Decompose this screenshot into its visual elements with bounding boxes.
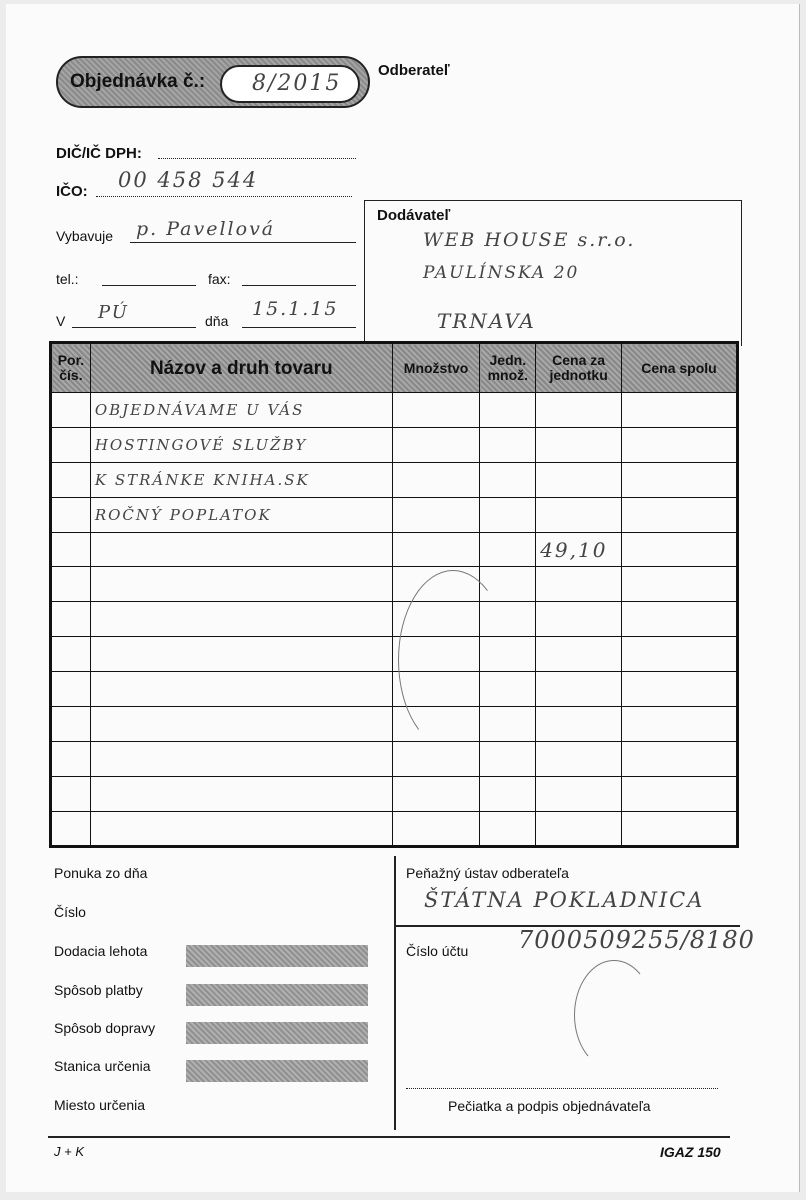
table-cell xyxy=(622,393,738,428)
table-cell xyxy=(536,811,622,846)
table-cell xyxy=(392,811,480,846)
account-label: Číslo účtu xyxy=(406,943,469,959)
table-cell xyxy=(51,811,91,846)
ico-label: IČO: xyxy=(56,183,88,200)
table-cell xyxy=(536,602,622,637)
payment-method-label: Spôsob platby xyxy=(54,982,143,998)
table-cell: K STRÁNKE KNIHA.SK xyxy=(90,462,392,497)
ico-field xyxy=(96,196,352,197)
destination-station-field xyxy=(186,1060,368,1082)
account-value: 7000509255/8180 xyxy=(518,926,755,954)
table-row xyxy=(51,462,738,497)
table-cell xyxy=(90,637,392,672)
table-row xyxy=(51,602,738,637)
footer-divider xyxy=(394,856,396,1130)
column-header: Por. čís. xyxy=(51,343,91,393)
fax-label: fax: xyxy=(208,271,231,287)
handled-by-label: Vybavuje xyxy=(56,228,114,244)
table-row xyxy=(51,776,738,811)
dic-label: DIČ/IČ DPH: xyxy=(56,145,142,162)
tel-field xyxy=(102,285,196,286)
table-cell: 49,10 xyxy=(536,532,622,567)
column-header: Cena za jednotku xyxy=(536,343,622,393)
table-cell xyxy=(392,393,480,428)
buyer-label: Odberateľ xyxy=(378,62,450,79)
table-cell xyxy=(622,811,738,846)
date-label: dňa xyxy=(205,313,229,329)
supplier-label: Dodávateľ xyxy=(377,207,451,224)
stamp-label: Pečiatka a podpis objednávateľa xyxy=(448,1098,651,1114)
table-cell xyxy=(536,672,622,707)
table-cell xyxy=(480,462,536,497)
table-cell xyxy=(51,532,91,567)
table-cell xyxy=(480,532,536,567)
supplier-street: PAULÍNSKA 20 xyxy=(423,263,580,283)
table-row xyxy=(51,393,738,428)
table-cell xyxy=(622,637,738,672)
table-row xyxy=(51,567,738,602)
table-cell xyxy=(392,776,480,811)
table-cell xyxy=(51,707,91,742)
table-cell xyxy=(90,707,392,742)
table-cell xyxy=(536,637,622,672)
delivery-term-label: Dodacia lehota xyxy=(54,943,148,959)
handled-by-field xyxy=(130,242,356,243)
supplier-box xyxy=(364,200,742,346)
order-number-box xyxy=(220,65,360,103)
table-cell xyxy=(622,672,738,707)
table-cell xyxy=(536,741,622,776)
table-cell xyxy=(90,567,392,602)
table-cell xyxy=(392,427,480,462)
pencil-mark xyxy=(398,570,508,750)
form-code-left: J + K xyxy=(54,1144,84,1159)
offer-date-label: Ponuka zo dňa xyxy=(54,865,148,881)
table-row xyxy=(51,707,738,742)
table-cell xyxy=(622,602,738,637)
tel-label: tel.: xyxy=(56,271,79,287)
table-cell xyxy=(480,741,536,776)
table-cell xyxy=(622,462,738,497)
table-header-row xyxy=(51,343,738,393)
supplier-city: TRNAVA xyxy=(437,309,536,333)
table-cell xyxy=(622,741,738,776)
table-cell xyxy=(536,497,622,532)
fax-field xyxy=(242,285,356,286)
table-cell xyxy=(51,462,91,497)
transport-method-field xyxy=(186,1022,368,1044)
table-cell xyxy=(392,532,480,567)
table-cell xyxy=(90,672,392,707)
table-cell xyxy=(51,393,91,428)
bank-label: Peňažný ústav odberateľa xyxy=(406,865,569,881)
table-cell xyxy=(51,567,91,602)
table-row xyxy=(51,532,738,567)
table-cell xyxy=(90,811,392,846)
table-cell xyxy=(622,567,738,602)
table-cell xyxy=(392,497,480,532)
table-cell xyxy=(51,497,91,532)
items-table xyxy=(49,341,739,848)
table-row xyxy=(51,672,738,707)
table-cell xyxy=(51,741,91,776)
destination-station-label: Stanica určenia xyxy=(54,1058,151,1074)
table-cell xyxy=(90,776,392,811)
table-cell xyxy=(51,637,91,672)
table-cell xyxy=(480,776,536,811)
table-cell xyxy=(622,427,738,462)
table-cell xyxy=(622,707,738,742)
column-header: Množstvo xyxy=(392,343,480,393)
signature-mark xyxy=(574,960,654,1070)
payment-method-field xyxy=(186,984,368,1006)
order-number-banner xyxy=(56,56,370,108)
table-cell xyxy=(622,776,738,811)
table-cell xyxy=(536,462,622,497)
table-cell xyxy=(480,497,536,532)
table-cell xyxy=(536,567,622,602)
table-cell xyxy=(51,602,91,637)
date-value: 15.1.15 xyxy=(252,298,339,320)
form-code-right: IGAZ 150 xyxy=(660,1144,721,1160)
offer-number-label: Číslo xyxy=(54,904,86,920)
transport-method-label: Spôsob dopravy xyxy=(54,1020,156,1036)
order-label: Objednávka č.: xyxy=(70,71,206,92)
table-cell xyxy=(51,672,91,707)
table-row xyxy=(51,637,738,672)
dic-field xyxy=(158,158,356,159)
table-cell: OBJEDNÁVAME U VÁS xyxy=(90,393,392,428)
destination-place-label: Miesto určenia xyxy=(54,1097,146,1113)
table-cell xyxy=(536,427,622,462)
table-row xyxy=(51,427,738,462)
table-cell: ROČNÝ POPLATOK xyxy=(90,497,392,532)
date-field xyxy=(242,327,356,328)
table-row xyxy=(51,497,738,532)
table-cell xyxy=(480,427,536,462)
place-label: V xyxy=(56,313,66,329)
table-cell xyxy=(536,776,622,811)
delivery-term-field xyxy=(186,945,368,967)
stamp-line xyxy=(406,1088,718,1089)
column-header: Cena spolu xyxy=(622,343,738,393)
table-cell xyxy=(622,532,738,567)
table-cell xyxy=(536,393,622,428)
table-cell xyxy=(622,497,738,532)
table-cell xyxy=(90,532,392,567)
table-cell: HOSTINGOVÉ SLUŽBY xyxy=(90,427,392,462)
table-cell xyxy=(480,393,536,428)
table-row xyxy=(51,741,738,776)
column-header: Jedn. množ. xyxy=(480,343,536,393)
ico-value: 00 458 544 xyxy=(118,168,259,192)
table-cell xyxy=(51,776,91,811)
column-header: Názov a druh tovaru xyxy=(90,343,392,393)
table-cell xyxy=(480,811,536,846)
bank-value: ŠTÁTNA POKLADNICA xyxy=(424,888,705,912)
table-cell xyxy=(90,741,392,776)
supplier-name: WEB HOUSE s.r.o. xyxy=(423,229,636,251)
footer-rule xyxy=(48,1136,730,1138)
table-cell xyxy=(51,427,91,462)
place-value: PÚ xyxy=(98,302,129,323)
table-cell xyxy=(90,602,392,637)
table-row xyxy=(51,811,738,846)
table-cell xyxy=(392,462,480,497)
table-cell xyxy=(536,707,622,742)
place-field xyxy=(72,327,196,328)
handled-by-value: p. Pavellová xyxy=(136,218,276,240)
order-number-value: 8/2015 xyxy=(252,71,342,96)
